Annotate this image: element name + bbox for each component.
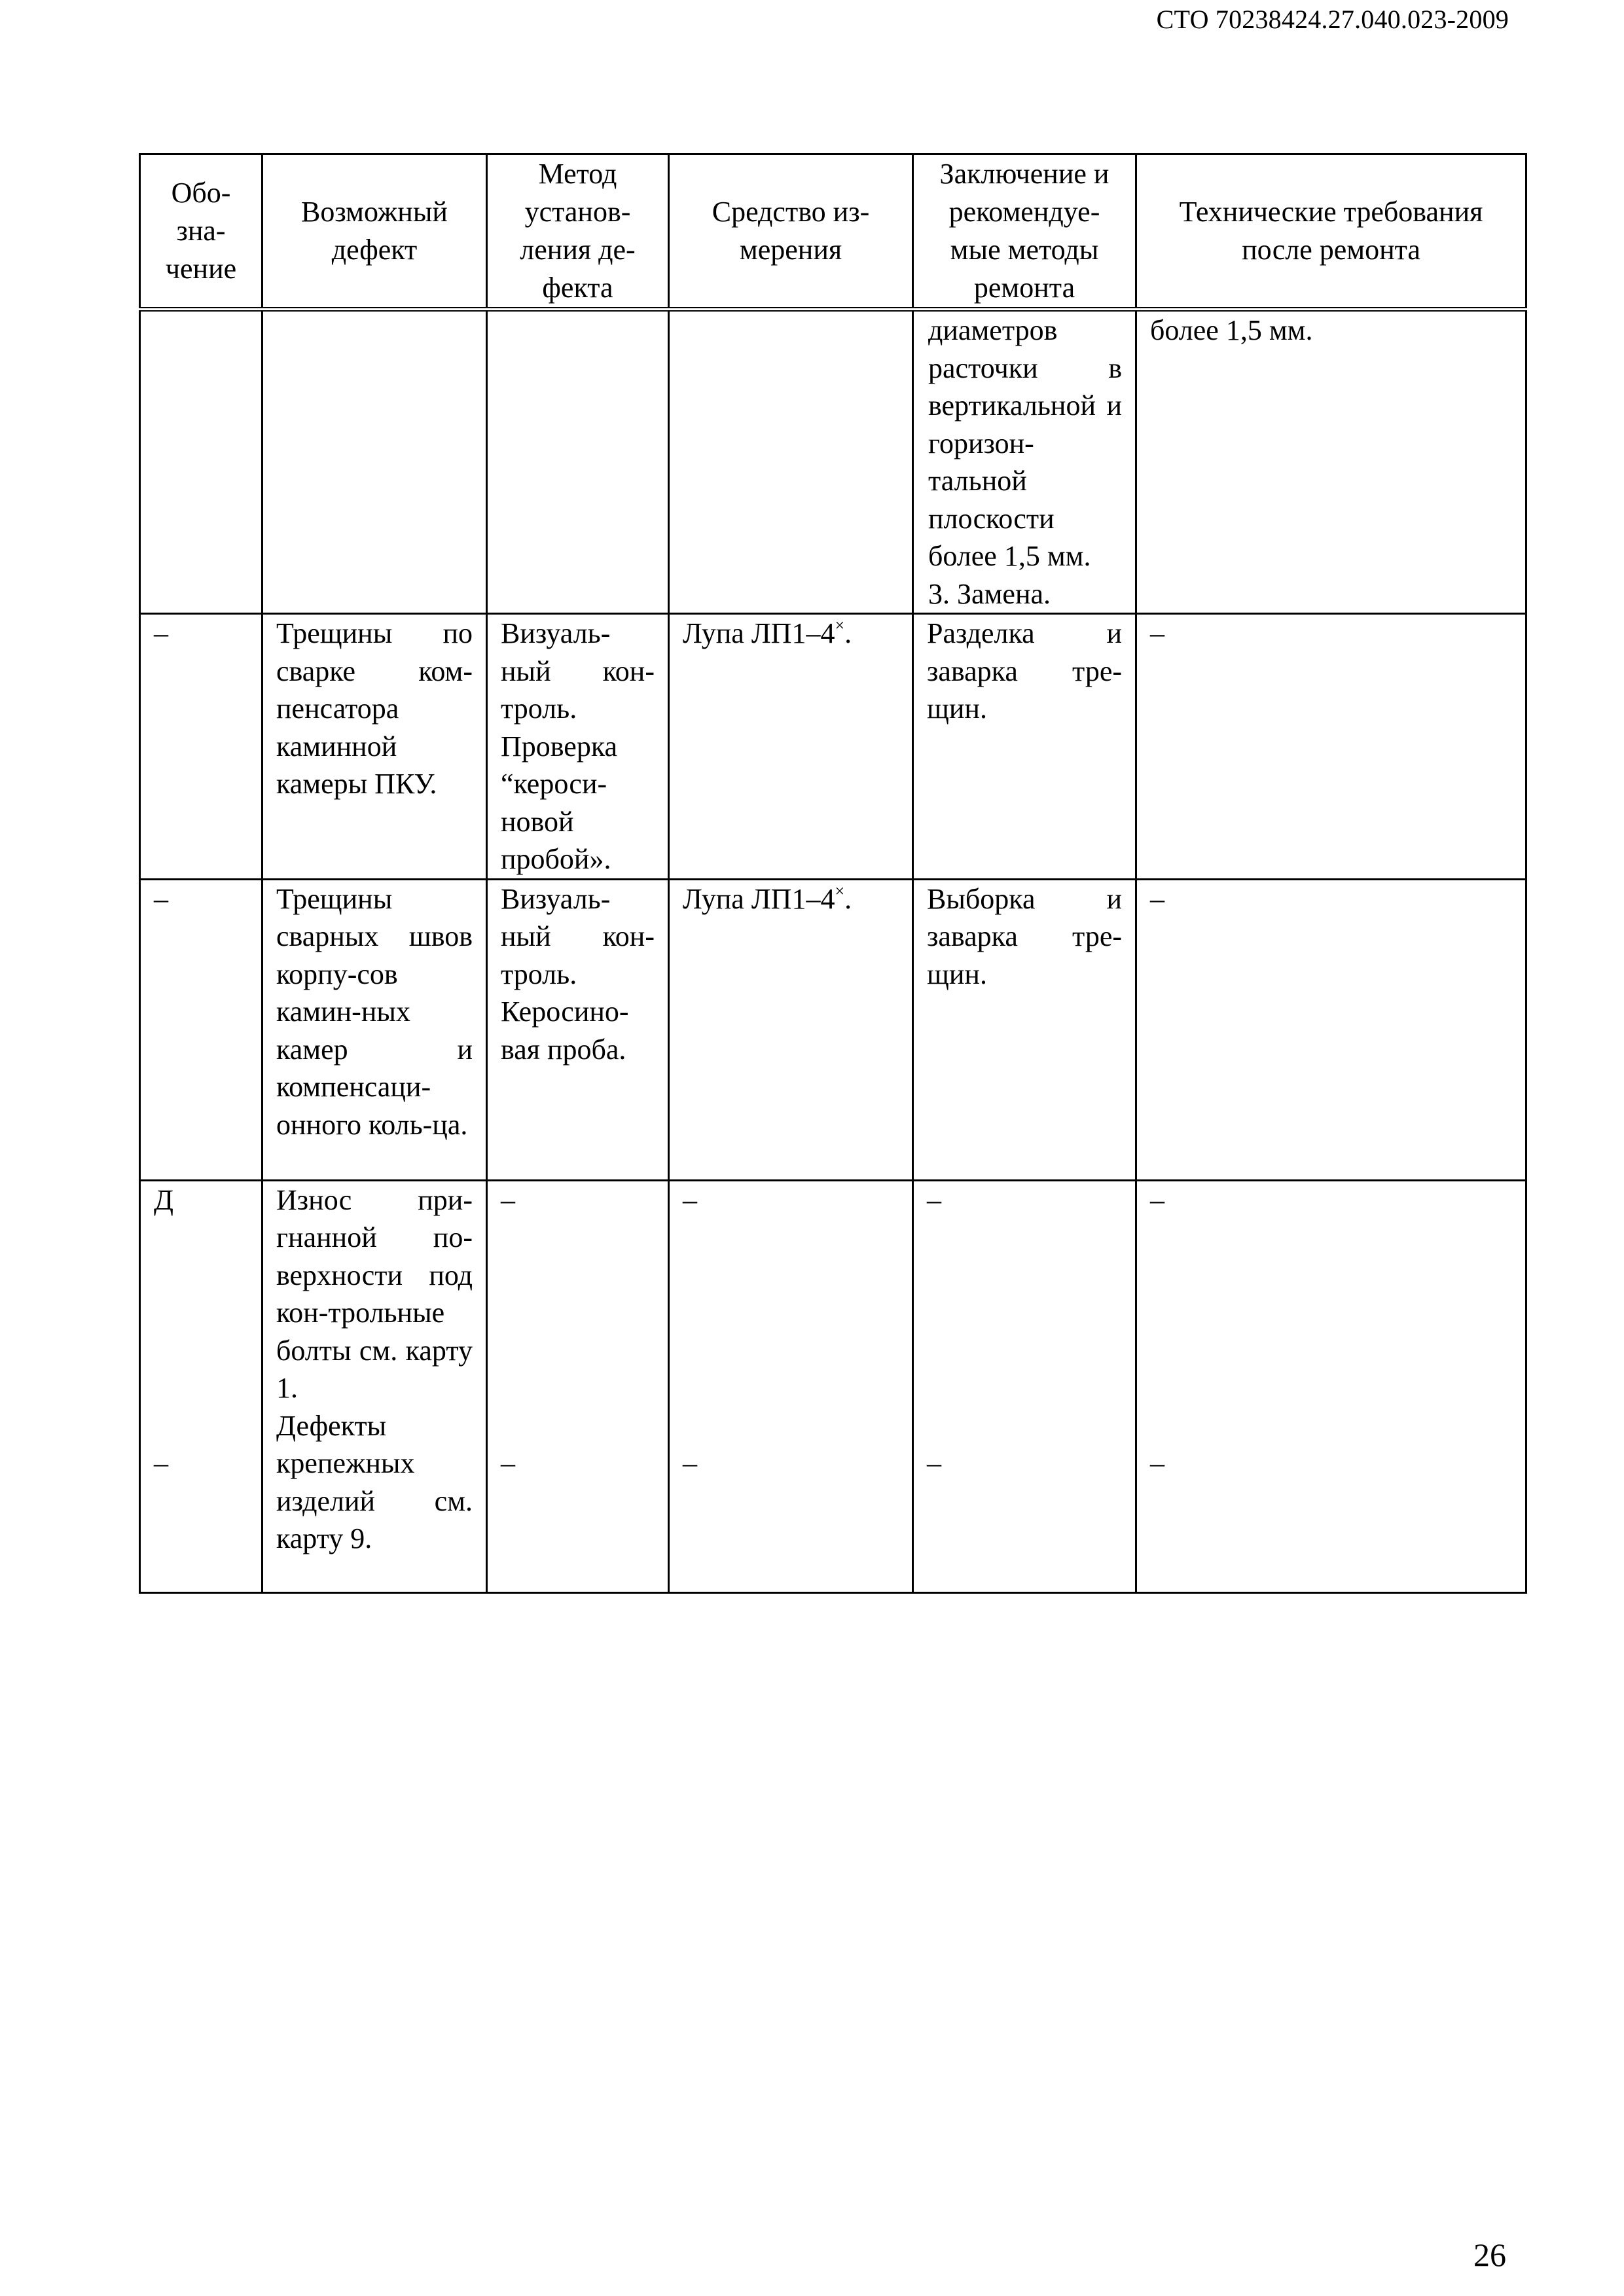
cell-designation: – xyxy=(140,879,262,1180)
cell-instrument: Лупа ЛП1–4×. xyxy=(669,879,913,1180)
cell-repair: Выборка и заварка тре-щин. xyxy=(913,879,1136,1180)
cell-method: – – xyxy=(487,1180,669,1592)
table-row xyxy=(140,1180,1526,1592)
cell-defect: Износ при-гнанной по-верхности под кон-трольные болты см. карту 1. Дефекты крепежных изделий см. карту 9. xyxy=(262,1180,487,1592)
cell-designation: – xyxy=(140,614,262,880)
table-row xyxy=(140,614,1526,880)
column-header-repair: Заключение и рекомендуе- мые методы ремонта xyxy=(913,154,1136,310)
cell-repair: Разделка и заварка тре-щин. xyxy=(913,614,1136,880)
cell-method xyxy=(487,310,669,614)
document-code: СТО 70238424.27.040.023-2009 xyxy=(1156,5,1509,34)
cell-repair: диаметров расточки в вертикальной и горизон-тальной плоскости более 1,5 мм. 3. Замена. xyxy=(913,310,1136,614)
column-header-requirements: Технические требования после ремонта xyxy=(1136,154,1526,310)
cell-requirements: – – xyxy=(1136,1180,1526,1592)
table-row xyxy=(140,879,1526,1180)
cell-repair: – – xyxy=(913,1180,1136,1592)
column-header-instrument: Средство из- мерения xyxy=(669,154,913,310)
cell-requirements: более 1,5 мм. xyxy=(1136,310,1526,614)
cell-defect: Трещины сварных швов корпу-сов камин-ных камер и компенсаци-онного коль-ца. xyxy=(262,879,487,1180)
cell-instrument xyxy=(669,310,913,614)
column-header-method: Метод установ- ления де- фекта xyxy=(487,154,669,310)
cell-method: Визуаль-ный кон-троль. Керосино-вая проба. xyxy=(487,879,669,1180)
cell-designation: Д – xyxy=(140,1180,262,1592)
cell-instrument: Лупа ЛП1–4×. xyxy=(669,614,913,880)
defects-table xyxy=(139,153,1527,1594)
table-header-row xyxy=(140,154,1526,310)
page-number: 26 xyxy=(1473,2236,1506,2273)
column-header-designation: Обо- зна- чение xyxy=(140,154,262,310)
cell-defect xyxy=(262,310,487,614)
table-row xyxy=(140,310,1526,614)
cell-designation xyxy=(140,310,262,614)
cell-defect: Трещины по сварке ком-пенсатора каминной камеры ПКУ. xyxy=(262,614,487,880)
cell-method: Визуаль-ный кон-троль. Проверка “кероси-новой пробой». xyxy=(487,614,669,880)
cell-requirements: – xyxy=(1136,614,1526,880)
column-header-defect: Возможный дефект xyxy=(262,154,487,310)
cell-instrument: – – xyxy=(669,1180,913,1592)
cell-requirements: – xyxy=(1136,879,1526,1180)
